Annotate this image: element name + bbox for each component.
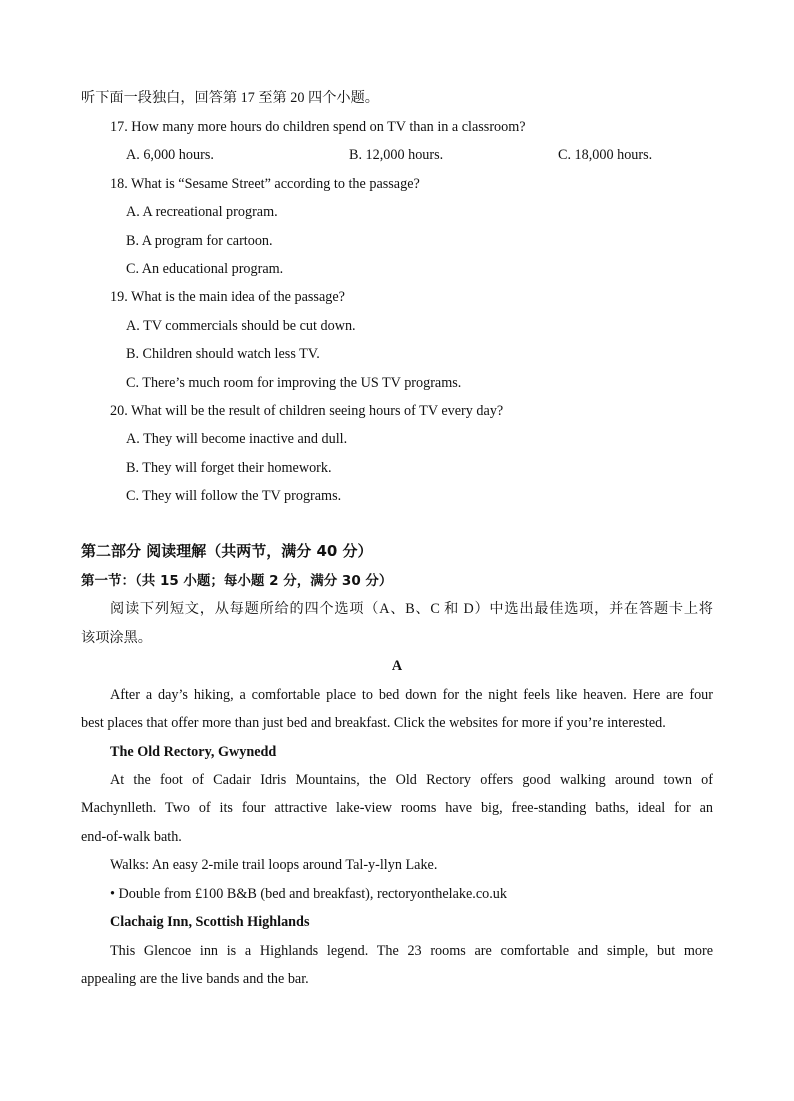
place-2-name: Clachaig Inn, Scottish Highlands <box>110 914 310 930</box>
question-17: 17. How many more hours do children spend on TV than in a classroom? <box>110 119 526 135</box>
option-17-b: B. 12,000 hours. <box>349 147 444 163</box>
place-1-name: The Old Rectory, Gwynedd <box>110 744 277 760</box>
option-19-b: B. Children should watch less TV. <box>126 346 320 362</box>
place-1-desc-line-2: Machynlleth. Two of its four attractive lake-view rooms have big, free-standing baths, ideal for an <box>81 800 713 816</box>
place-1-price: • Double from £100 B&B (bed and breakfast), rectoryonthelake.co.uk <box>110 886 507 902</box>
intro-line-2: best places that offer more than just bed and breakfast. Click the websites for more if you’re interested. <box>81 715 666 731</box>
place-1-desc-text-1: At the foot of Cadair Idris Mountains, the Old Rectory offers good walking around town of <box>110 772 713 788</box>
option-17-a: A. 6,000 hours. <box>126 147 214 163</box>
option-20-b: B. They will forget their homework. <box>126 460 332 476</box>
place-2-desc-line-2: appealing are the live bands and the bar. <box>81 971 309 987</box>
option-20-c: C. They will follow the TV programs. <box>126 488 342 504</box>
intro-text-1: After a day’s hiking, a comfortable place to bed down for the night feels like heaven. Here are four <box>110 687 713 703</box>
question-17-options <box>0 146 794 164</box>
section-title: 第一节：（共 15 小题；每小题 2 分，满分 30 分） <box>81 573 393 589</box>
listening-intro: 听下面一段独白，回答第 17 至第 20 四个小题。 <box>81 90 379 106</box>
instruction-line-2: 该项涂黑。 <box>81 630 152 646</box>
passage-label: A <box>391 658 403 674</box>
place-1-desc-line-1 <box>81 771 713 789</box>
option-18-a: A. A recreational program. <box>126 204 278 220</box>
question-20: 20. What will be the result of children seeing hours of TV every day? <box>110 403 504 419</box>
part-title: 第二部分 阅读理解（共两节，满分 40 分） <box>81 542 373 560</box>
intro-line-1 <box>81 686 713 704</box>
option-19-a: A. TV commercials should be cut down. <box>126 318 356 334</box>
place-2-desc-line-1 <box>81 942 713 960</box>
option-18-c: C. An educational program. <box>126 261 284 277</box>
place-1-desc-line-3: end-of-walk bath. <box>81 829 182 845</box>
instruction-line-1 <box>81 600 713 618</box>
question-18: 18. What is “Sesame Street” according to the passage? <box>110 176 420 192</box>
option-20-a: A. They will become inactive and dull. <box>126 431 348 447</box>
option-18-b: B. A program for cartoon. <box>126 233 273 249</box>
place-2-desc-text-1: This Glencoe inn is a Highlands legend. The 23 rooms are comfortable and simple, but more <box>110 943 713 959</box>
question-19: 19. What is the main idea of the passage? <box>110 289 345 305</box>
instruction-text-1: 阅读下列短文，从每题所给的四个选项（A、B、C 和 D）中选出最佳选项，并在答题卡上将 <box>110 601 713 617</box>
place-1-walks: Walks: An easy 2-mile trail loops around Tal-y-llyn Lake. <box>110 857 438 873</box>
option-17-c: C. 18,000 hours. <box>558 147 653 163</box>
option-19-c: C. There’s much room for improving the US TV programs. <box>126 375 462 391</box>
